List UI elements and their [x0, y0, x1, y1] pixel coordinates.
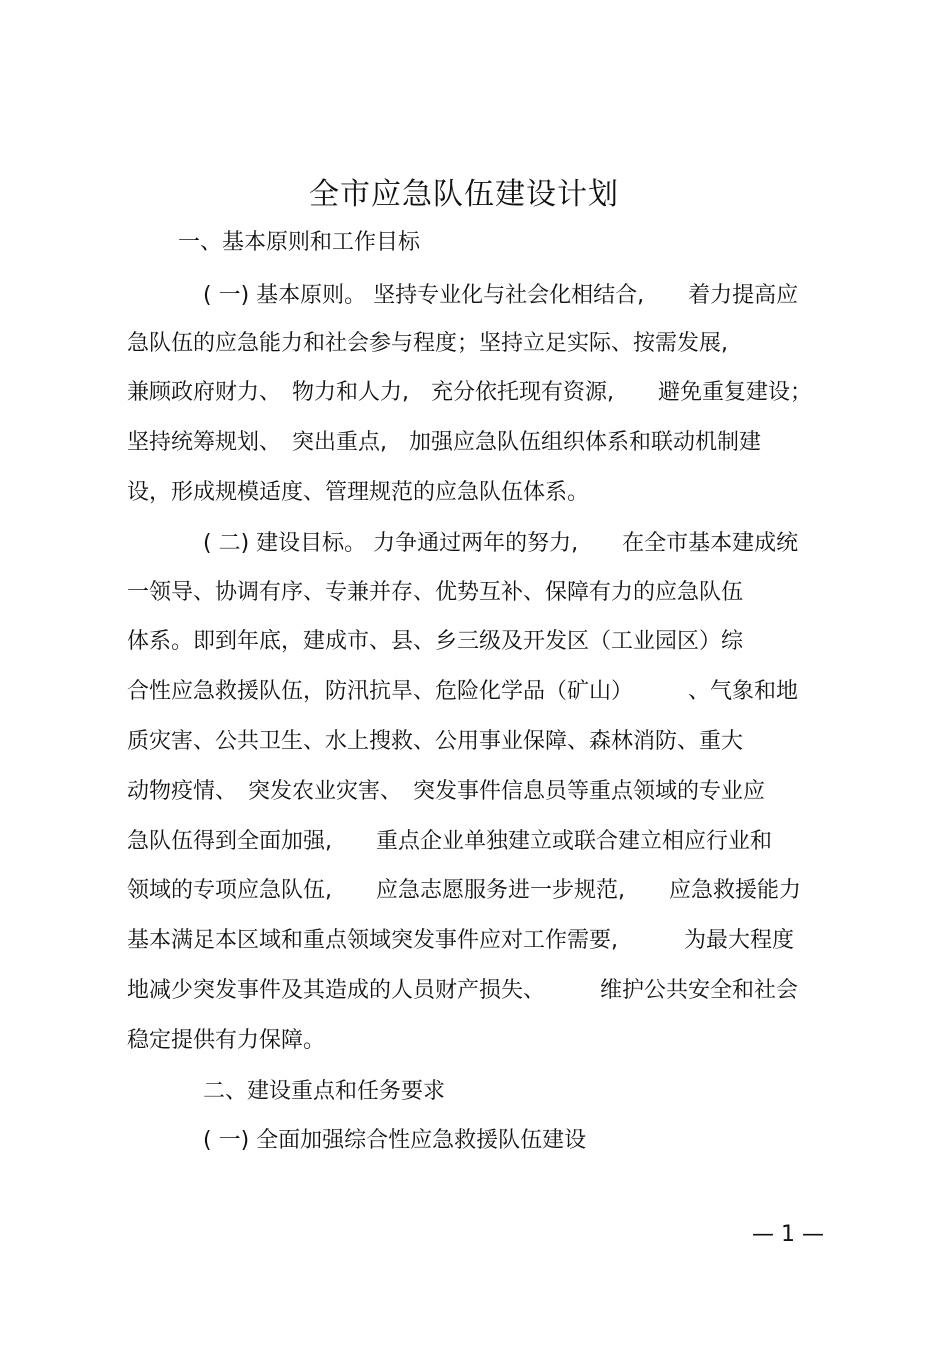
paragraph-line: 急队伍得到全面加强, 重点企业单独建立或联合建立相应行业和	[127, 829, 772, 854]
paragraph-line: 稳定提供有力保障。	[127, 1028, 326, 1053]
paragraph-line: ( 二) 建设目标。 力争通过两年的努力, 在全市基本建成统	[203, 531, 799, 556]
paragraph-line: ( 一) 基本原则。 坚持专业化与社会化相结合, 着力提高应	[203, 283, 799, 308]
paragraph-line: 领域的专项应急队伍, 应急志愿服务进一步规范, 应急救援能力	[127, 878, 801, 903]
paragraph-line: 急队伍的应急能力和社会参与程度；坚持立足实际、按需发展,	[127, 331, 728, 356]
paragraph-line: 基本满足本区域和重点领域突发事件应对工作需要, 为最大程度	[127, 928, 794, 953]
paragraph-line: 一领导、协调有序、专兼并存、优势互补、保障有力的应急队伍	[127, 580, 744, 605]
paragraph-line: 合性应急救援队伍，防汛抗旱、危险化学品（矿山） 、气象和地	[127, 679, 799, 704]
paragraph-line: 质灾害、公共卫生、水上搜救、公用事业保障、森林消防、重大	[127, 729, 744, 754]
paragraph-line: 设，形成规模适度、管理规范的应急队伍体系。	[127, 480, 590, 505]
paragraph-line: 坚持统筹规划、 突出重点, 加强应急队伍组织体系和联动机制建	[127, 430, 761, 455]
document-title: 全市应急队伍建设计划	[309, 177, 619, 212]
section-heading-2: 二、建设重点和任务要求	[203, 1079, 446, 1104]
subsection-heading: ( 一) 全面加强综合性应急救援队伍建设	[203, 1128, 587, 1153]
paragraph-line: 地减少突发事件及其造成的人员财产损失、 维护公共安全和社会	[127, 978, 799, 1003]
section-heading-1: 一、基本原则和工作目标	[178, 230, 421, 255]
page-number: — 1 —	[752, 1222, 824, 1247]
paragraph-line: 体系。即到年底，建成市、县、乡三级及开发区（工业园区）综	[127, 629, 744, 654]
paragraph-line: 动物疫情、 突发农业灾害、 突发事件信息员等重点领域的专业应	[127, 779, 766, 804]
paragraph-line: 兼顾政府财力、 物力和人力, 充分依托现有资源, 避免重复建设；	[127, 380, 812, 405]
